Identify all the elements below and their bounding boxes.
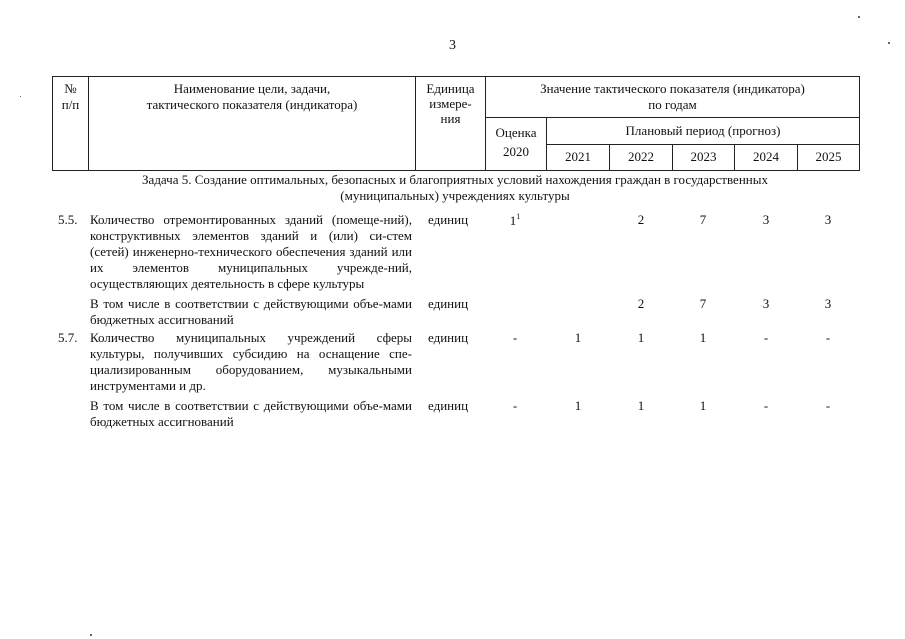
footnote-mark: 1 <box>516 212 521 221</box>
row-value-2023: 1 <box>699 330 707 345</box>
header-estimate-label: Оценка 2020 <box>495 125 537 159</box>
scan-speck <box>20 96 21 97</box>
header-unit-label: Единица измере- ния <box>426 81 475 126</box>
row-estimate: - <box>512 330 518 345</box>
row-value-2022: 2 <box>637 296 645 311</box>
header-num-label: № п/п <box>61 81 80 112</box>
row-value-2023: 7 <box>699 296 707 311</box>
row-unit: единиц <box>428 398 469 413</box>
row-estimate: - <box>512 398 518 413</box>
row-value-2021: 1 <box>574 330 582 345</box>
row-number: 5.5. <box>58 212 78 227</box>
scan-speck <box>888 42 890 44</box>
scan-speck <box>90 634 92 636</box>
page-number: 3 <box>449 38 456 53</box>
row-value-2024: - <box>763 398 769 413</box>
row-value-2024: - <box>763 330 769 345</box>
section-heading: Задача 5. Создание оптимальных, безопасных и благоприятных условий нахождения граждан в государственных (муниципальных) учреждениях культуры <box>142 172 768 203</box>
header-value-label: Значение тактического показателя (индикатора) по годам <box>540 81 805 112</box>
row-name: Количество муниципальных учреждений сферы культуры, получивших субсидию на оснащение спе-циализированным оборудованием, музыкальными инструментами и др. <box>90 330 412 393</box>
header-name-label: Наименование цели, задачи, тактического показателя (индикатора) <box>146 81 358 112</box>
row-value-2023: 1 <box>699 398 707 413</box>
header-year-2022: 2022 <box>628 149 654 164</box>
row-value-2022: 1 <box>637 398 645 413</box>
row-name: В том числе в соответствии с действующими объе-мами бюджетных ассигнований <box>90 296 412 327</box>
row-number: 5.7. <box>58 330 78 345</box>
header-plan-label: Плановый период (прогноз) <box>625 123 781 138</box>
header-year-2025: 2025 <box>815 149 842 164</box>
row-value-2025: 3 <box>824 212 832 227</box>
row-value-2025: 3 <box>824 296 832 311</box>
row-value-2022: 2 <box>637 212 645 227</box>
row-value-2024: 3 <box>762 296 770 311</box>
header-year-2023: 2023 <box>690 149 717 164</box>
row-name: В том числе в соответствии с действующими объе-мами бюджетных ассигнований <box>90 398 412 429</box>
row-value-2023: 7 <box>699 212 707 227</box>
row-unit: единиц <box>428 330 469 345</box>
row-value-2021: 1 <box>574 398 582 413</box>
header-year-2024: 2024 <box>753 149 779 164</box>
row-value-2022: 1 <box>637 330 645 345</box>
row-value-2024: 3 <box>762 212 770 227</box>
row-name: Количество отремонтированных зданий (помеще-ний), конструктивных элементов зданий и (или) си-стем (сетей) инженерно-технического обеспечения зданий или их элементов муниципальных учрежде-ний, осуществляющих деятельность в сфере культуры <box>90 212 412 291</box>
row-value-2025: - <box>825 330 831 345</box>
row-estimate: $1^1$ <box>509 212 521 228</box>
row-value-2025: - <box>825 398 831 413</box>
scan-speck <box>858 16 860 18</box>
header-year-2021: 2021 <box>565 149 591 164</box>
row-unit: единиц <box>428 212 469 227</box>
row-unit: единиц <box>428 296 469 311</box>
